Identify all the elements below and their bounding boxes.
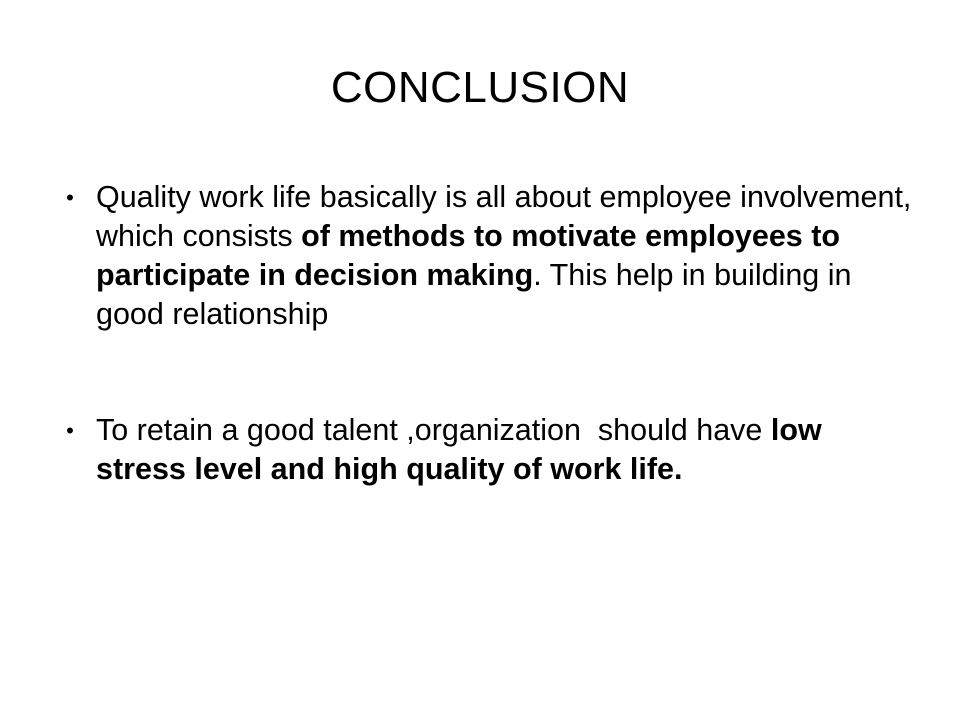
bullet-dot-icon: • — [66, 185, 74, 210]
bullet-text-segment: To retain a good talent ,organization should have — [96, 413, 771, 447]
bullet-text-emphasis: low stress level and high quality of work life. — [96, 413, 822, 486]
bullet-list — [60, 178, 918, 489]
bullet-text-emphasis: of methods to motivate employees to participate in decision making — [96, 219, 841, 292]
bullet-item — [60, 411, 918, 489]
bullet-text-segment: Quality work life basically is all about employee involvement, which consists — [96, 180, 912, 253]
bullet-item — [60, 178, 918, 334]
bullet-text-segment: . This help in building in good relationship — [96, 258, 852, 331]
slide-title: CONCLUSION — [330, 63, 630, 112]
bullet-dot-icon: • — [66, 418, 74, 443]
